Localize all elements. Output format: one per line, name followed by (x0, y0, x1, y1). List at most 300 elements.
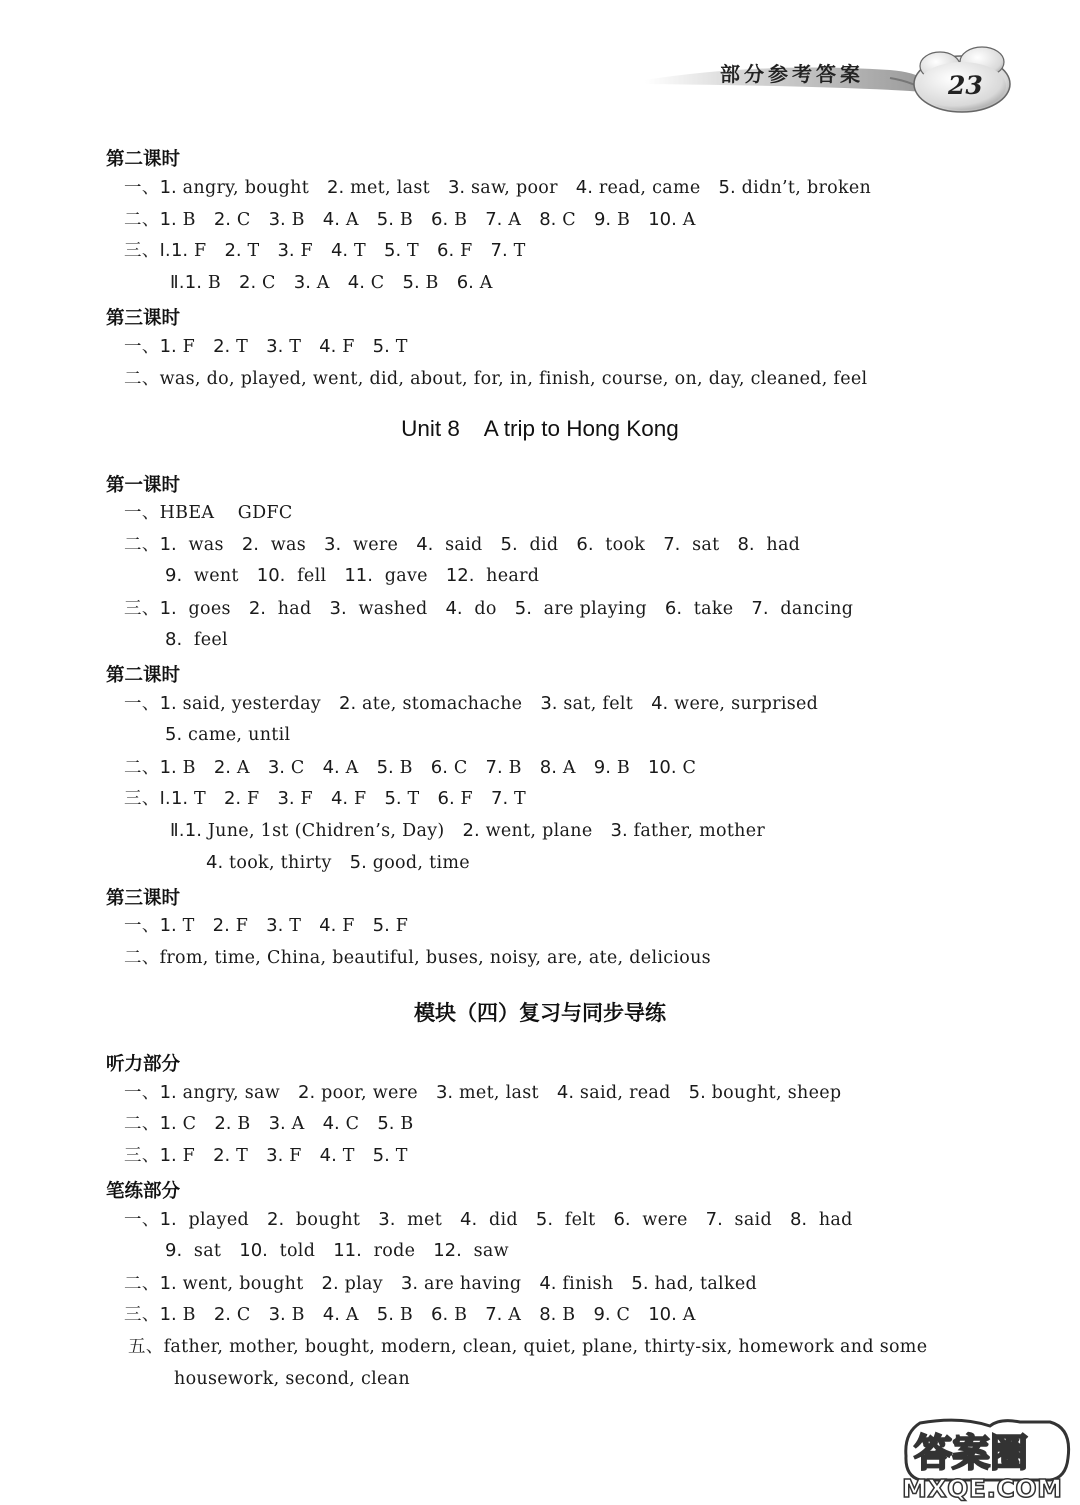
item-number: 1. (184, 272, 202, 293)
item-number: 4. (416, 534, 434, 555)
question-marker: 一、 (124, 337, 160, 357)
item-number: 1. (159, 598, 177, 619)
answer-text: felt (553, 1210, 596, 1230)
item-number: 5. (631, 1273, 649, 1294)
item-number: 2. (267, 1209, 285, 1230)
section-heading: 第一课时 (106, 475, 181, 496)
item-number: 1. (159, 1145, 177, 1166)
answer-text: father, mother (627, 821, 766, 841)
question-marker: 一、 (124, 694, 160, 714)
section-heading: 第三课时 (106, 888, 181, 909)
item-number: 5. (500, 534, 518, 555)
answer-text: A (339, 1305, 359, 1325)
answer-text: told (267, 1241, 316, 1261)
answer-text: T (336, 1146, 355, 1166)
item-number: 3. (268, 1113, 286, 1134)
answer-text: dancing (768, 599, 854, 619)
answer-text: was (176, 535, 224, 555)
answer-text: F (336, 337, 355, 357)
item-number: 2. (223, 788, 242, 809)
answer-text: B (611, 210, 631, 230)
item-number: 8. (165, 629, 183, 650)
question-marker: 一、 (124, 1083, 160, 1103)
answer-text: T (389, 1146, 408, 1166)
answer-text: didn’t, broken (735, 178, 872, 198)
answer-text: C (339, 1114, 360, 1134)
item-number: 3. (266, 1145, 284, 1166)
answer-text: B (394, 1114, 414, 1134)
question-marker: 二、 (124, 1274, 160, 1294)
answer-text: saw (461, 1241, 509, 1261)
answer-text: rode (361, 1241, 416, 1261)
question-marker: 一、 (124, 1210, 160, 1230)
answer-text: A (502, 210, 522, 230)
item-number: 6. (431, 209, 449, 230)
answer-text: ate, stomachache (356, 694, 523, 714)
item-number: 4. (322, 1113, 340, 1134)
answer-line (124, 1210, 853, 1230)
item-number: 10. (647, 757, 677, 778)
answer-text: T (241, 241, 260, 261)
answer-text: saw, poor (465, 178, 558, 198)
answer-line (124, 694, 818, 714)
item-number: 3. (277, 240, 295, 261)
answer-line (206, 853, 470, 873)
item-number: 5. (349, 852, 367, 873)
answer-line (124, 503, 293, 523)
answer-text: T (401, 241, 420, 261)
answer-text: F (348, 789, 367, 809)
answer-text: feel (182, 630, 228, 650)
answer-text: June, 1st (Chidren’s, Day) (201, 821, 445, 841)
answer-text: came, until (182, 725, 291, 745)
answer-line (124, 948, 711, 968)
answer-text: T (283, 916, 302, 936)
item-number: 8. (539, 757, 557, 778)
answer-text: B (393, 758, 413, 778)
item-number: 2. (224, 240, 242, 261)
item-number: 5. (376, 757, 394, 778)
item-number: 2. (339, 693, 357, 714)
answer-text: said, yesterday (176, 694, 321, 714)
answer-text: C (256, 273, 276, 293)
item-number: 2. (213, 336, 231, 357)
item-number: 3. (435, 1082, 454, 1103)
answer-line (124, 916, 408, 936)
item-number: 5. (372, 1145, 390, 1166)
item-number: 5. (372, 915, 390, 936)
item-number: 4. (445, 598, 463, 619)
answer-text: HBEA GDFC (159, 503, 293, 523)
answer-text: T (401, 789, 420, 809)
answer-text: had, talked (648, 1274, 758, 1294)
item-number: 4. (319, 1145, 337, 1166)
item-number: 5. (402, 272, 420, 293)
answer-text: B (176, 210, 196, 230)
answer-line (124, 758, 696, 778)
answer-text: were (630, 1210, 688, 1230)
answer-text: C (176, 1114, 197, 1134)
item-number: 4. (575, 177, 593, 198)
item-number: 2. (214, 1113, 232, 1134)
item-number: 9. (593, 757, 611, 778)
item-number: 1. (159, 1304, 177, 1325)
answer-text: T (389, 337, 408, 357)
answer-text: father, mother, bought, modern, clean, quiet, plane, thirty-six, homework and some (163, 1337, 928, 1357)
item-number: 4. (347, 272, 365, 293)
item-number: 3. (447, 177, 466, 198)
item-number: 9. (165, 1240, 183, 1261)
item-number: 8. (789, 1209, 808, 1230)
answer-text: bought (284, 1210, 361, 1230)
item-number: 1. (159, 915, 177, 936)
item-number: 5. (372, 336, 390, 357)
item-number: 2. (213, 1145, 231, 1166)
item-number: 11. (333, 1240, 362, 1261)
item-number: 1. (159, 693, 177, 714)
answer-text: were, surprised (668, 694, 819, 714)
question-marker: 二、 (124, 210, 160, 230)
item-number: 4. (322, 757, 340, 778)
answer-text: C (364, 273, 385, 293)
item-number: 5. (376, 1304, 394, 1325)
section-heading: 第三课时 (106, 308, 181, 329)
item-number: 7. (705, 1209, 723, 1230)
section-heading: 第二课时 (106, 665, 181, 686)
item-number: 4. (322, 209, 340, 230)
item-number: 4. (460, 1209, 478, 1230)
answer-text: B (285, 210, 305, 230)
answer-text: T (230, 1146, 249, 1166)
answer-text: good, time (366, 853, 470, 873)
answer-line (165, 630, 228, 650)
answer-line (170, 273, 493, 293)
item-number: 4. (319, 336, 337, 357)
item-number: 6. (576, 534, 594, 555)
answer-text: went, bought (176, 1274, 304, 1294)
answer-text: met (395, 1210, 443, 1230)
answer-text: F (294, 241, 313, 261)
item-number: 1. (159, 336, 177, 357)
item-number: 7. (485, 757, 503, 778)
item-number: 6. (456, 272, 474, 293)
item-number: 2. (213, 209, 232, 230)
item-number: 1. (159, 534, 177, 555)
answer-line (124, 535, 800, 555)
answer-text: B (231, 1114, 251, 1134)
item-number: 10. (648, 1304, 677, 1325)
answer-text: sat, felt (557, 694, 634, 714)
item-number: 5. (376, 209, 394, 230)
item-number: 3. (266, 915, 284, 936)
item-number: 3. (324, 534, 342, 555)
answer-line (165, 1241, 509, 1261)
item-number: 8. (539, 1304, 557, 1325)
watermark-logo-text: 答案圈 (914, 1431, 1029, 1475)
item-number: 5. (514, 598, 532, 619)
answer-text: do (462, 599, 497, 619)
answer-line (174, 1369, 410, 1389)
item-number: 6. (430, 757, 448, 778)
item-number: 10. (239, 1240, 268, 1261)
answer-text: read, came (592, 178, 701, 198)
question-marker: 二、 (124, 1114, 160, 1134)
answer-text: B (176, 1305, 196, 1325)
answer-text: A (310, 273, 330, 293)
answer-line (165, 566, 539, 586)
item-number: 4. (206, 852, 224, 873)
answer-line (124, 1114, 414, 1134)
answer-text: A (676, 210, 696, 230)
answer-text: A (473, 273, 493, 293)
answer-text: A (285, 1114, 305, 1134)
item-number: 6. (437, 788, 455, 809)
item-number: 3. (268, 1304, 286, 1325)
answer-text: B (448, 1305, 468, 1325)
answer-text: sat (182, 1241, 222, 1261)
answer-text: was, do, played, went, did, about, for, in, finish, course, on, day, cleaned, feel (159, 369, 868, 389)
question-marker: 二、 (124, 369, 160, 389)
answer-text: T (188, 789, 206, 809)
answer-text: B (556, 1305, 576, 1325)
unit-title: Unit 8 A trip to Hong Kong (401, 416, 679, 441)
module-title: 模块（四）复习与同步导练 (414, 1001, 666, 1025)
item-number: 1. (159, 1273, 177, 1294)
item-number: 3. (378, 1209, 396, 1230)
answer-text: from, time, China, beautiful, buses, noisy, are, ate, delicious (159, 948, 711, 968)
answer-text: A (339, 758, 359, 778)
section-heading: 笔练部分 (106, 1181, 181, 1202)
item-number: 3. (400, 1273, 419, 1294)
answer-text: F (283, 1146, 302, 1166)
item-number: 7. (751, 598, 769, 619)
item-number: 2. (239, 272, 257, 293)
item-number: 1. (159, 1209, 177, 1230)
answer-text: T (348, 241, 366, 261)
answer-text: A (231, 758, 250, 778)
item-number: 1. (159, 177, 177, 198)
answer-text: A (502, 1305, 522, 1325)
answer-text: B (393, 1305, 414, 1325)
answer-line (124, 178, 871, 198)
answer-text: sat (680, 535, 720, 555)
answer-text: met, last (453, 1083, 539, 1103)
answer-text: F (294, 789, 313, 809)
section-heading: 第二课时 (106, 149, 181, 170)
answer-text: goes (176, 599, 231, 619)
answer-text: T (508, 789, 527, 809)
answer-line (124, 369, 867, 389)
item-number: 5. (718, 177, 736, 198)
answer-text: are having (418, 1274, 522, 1294)
question-marker: 二、 (124, 535, 160, 555)
answer-line (124, 1083, 841, 1103)
answer-text: C (447, 758, 468, 778)
answer-text: C (610, 1305, 631, 1325)
question-marker: 三、Ⅰ. (124, 241, 171, 261)
item-number: 6. (664, 598, 683, 619)
question-marker: 一、 (124, 916, 160, 936)
answer-line (124, 241, 526, 261)
answer-text: F (389, 916, 409, 936)
question-marker: 二、 (124, 758, 160, 778)
item-number: 5. (688, 1082, 706, 1103)
item-number: 3. (329, 598, 347, 619)
item-number: 1. (159, 757, 177, 778)
answer-text: angry, saw (176, 1083, 281, 1103)
item-number: 1. (170, 240, 189, 261)
answer-text: fell (285, 566, 327, 586)
item-number: 2. (327, 177, 345, 198)
answer-text: F (454, 241, 473, 261)
item-number: 2. (298, 1082, 316, 1103)
item-number: 4. (319, 915, 337, 936)
item-number: 5. (535, 1209, 554, 1230)
item-number: 3. (277, 788, 295, 809)
answer-text: F (454, 789, 473, 809)
item-number: 9. (593, 209, 612, 230)
item-number: 4. (330, 240, 349, 261)
answer-text: had (807, 1210, 853, 1230)
answer-text: A (556, 758, 576, 778)
answer-text: B (285, 1305, 305, 1325)
answer-text: bought, sheep (705, 1083, 842, 1103)
answer-text: are playing (531, 599, 647, 619)
item-number: 7. (490, 240, 508, 261)
item-number: 3. (610, 820, 628, 841)
item-number: 2. (248, 598, 266, 619)
answer-text: said (722, 1210, 772, 1230)
answer-text: C (556, 210, 576, 230)
section-heading: 听力部分 (106, 1054, 181, 1075)
item-number: 2. (212, 915, 230, 936)
question-marker: 三、 (124, 1146, 160, 1166)
item-number: 4. (556, 1082, 575, 1103)
item-number: 9. (593, 1304, 611, 1325)
answer-line (128, 1337, 927, 1357)
answer-text: C (676, 758, 697, 778)
question-marker: 一、 (124, 503, 160, 523)
answer-text: F (176, 1146, 196, 1166)
item-number: 1. (159, 209, 177, 230)
answer-line (124, 210, 696, 230)
item-number: 12. (445, 565, 475, 586)
item-number: 3. (267, 757, 286, 778)
answer-text: A (676, 1305, 696, 1325)
answer-text: met, last (344, 178, 430, 198)
question-marker: 三、 (124, 599, 160, 619)
item-number: 1. (170, 788, 189, 809)
item-number: 1. (184, 820, 202, 841)
answer-text: said, read (574, 1083, 671, 1103)
answer-line (124, 337, 408, 357)
answer-text: took (593, 535, 646, 555)
answer-text: A (339, 210, 359, 230)
answer-text: were (341, 535, 399, 555)
answer-text: finish (556, 1274, 614, 1294)
item-number: 4. (651, 693, 669, 714)
item-number: 4. (322, 1304, 340, 1325)
answer-text: was (259, 535, 307, 555)
answer-text: went (182, 566, 239, 586)
answer-text: F (336, 916, 355, 936)
answer-text: T (283, 337, 302, 357)
answer-line (124, 789, 526, 809)
answer-text: did (477, 1210, 518, 1230)
answer-text: did (517, 535, 559, 555)
answer-text: played (176, 1210, 250, 1230)
question-marker: 五、 (128, 1337, 164, 1357)
answer-line (170, 821, 765, 841)
item-number: 6. (437, 240, 455, 261)
question-marker: Ⅱ. (170, 273, 185, 293)
item-number: 2. (213, 757, 232, 778)
item-number: 8. (737, 534, 755, 555)
answer-text: C (285, 758, 305, 778)
answer-text: T (230, 337, 249, 357)
item-number: 8. (539, 209, 557, 230)
answer-text: had (266, 599, 312, 619)
question-marker: 一、 (124, 178, 160, 198)
item-number: 2. (321, 1273, 339, 1294)
answer-text: said (433, 535, 483, 555)
item-number: 7. (663, 534, 681, 555)
item-number: 3. (268, 209, 286, 230)
item-number: 5. (384, 240, 402, 261)
item-number: 7. (485, 209, 503, 230)
answer-text: angry, bought (176, 178, 310, 198)
answer-text: C (231, 1305, 251, 1325)
answer-text: B (419, 273, 439, 293)
answer-line (124, 1146, 408, 1166)
item-number: 6. (613, 1209, 631, 1230)
answer-text: B (201, 273, 221, 293)
item-number: 10. (256, 565, 286, 586)
watermark-text: MXQE.COM (902, 1474, 1063, 1503)
answer-text: took, thirty (223, 853, 332, 873)
answer-text: T (507, 241, 526, 261)
answer-line (124, 1274, 757, 1294)
item-number: 3. (540, 693, 558, 714)
item-number: 10. (648, 209, 677, 230)
page-number: 23 (948, 71, 983, 100)
answer-text: F (229, 916, 249, 936)
item-number: 1. (159, 1082, 177, 1103)
item-number: 2. (462, 820, 480, 841)
answer-line (124, 1305, 696, 1325)
answer-text: poor, were (315, 1083, 418, 1103)
answer-text: play (338, 1274, 383, 1294)
answer-text: B (393, 210, 414, 230)
answer-text: housework, second, clean (174, 1369, 410, 1389)
item-number: 4. (539, 1273, 557, 1294)
answer-text: F (241, 789, 260, 809)
answer-text: B (610, 758, 630, 778)
question-marker: 三、 (124, 1305, 160, 1325)
item-number: 2. (213, 1304, 232, 1325)
question-marker: 二、 (124, 948, 160, 968)
answer-text: heard (474, 566, 540, 586)
item-number: 12. (433, 1240, 462, 1261)
answer-line (165, 725, 290, 745)
item-number: 2. (241, 534, 260, 555)
answer-text: B (176, 758, 196, 778)
answer-text: F (188, 241, 207, 261)
answer-text: gave (373, 566, 428, 586)
answer-text: F (176, 337, 196, 357)
answer-text: B (448, 210, 468, 230)
answer-text: B (502, 758, 522, 778)
